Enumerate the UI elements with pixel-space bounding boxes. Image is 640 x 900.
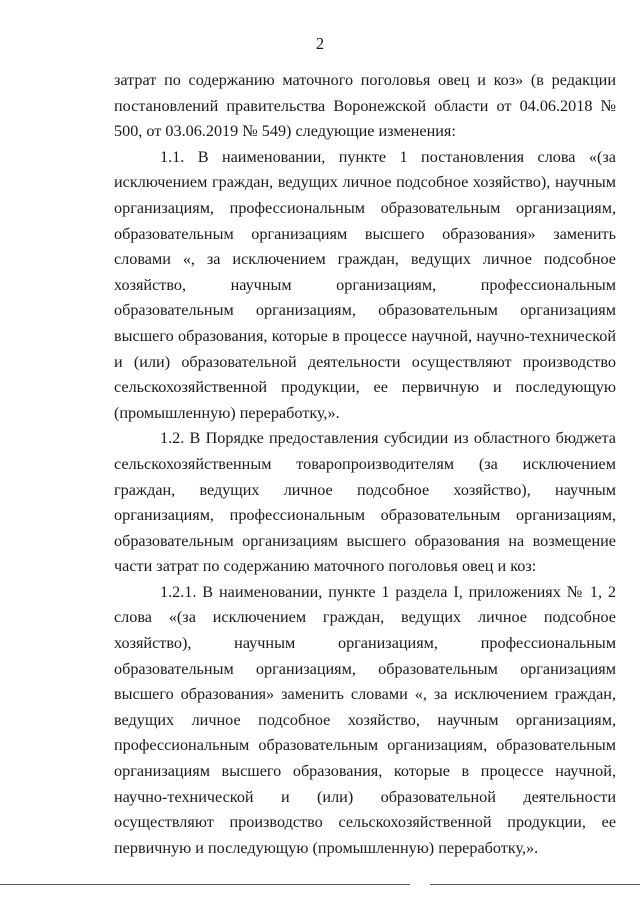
paragraph-1-2: 1.2. В Порядке предоставления субсидии из областного бюджета сельскохозяйственным товаропроизводителям (за исключением граждан, ведущих личное подсобное хозяйство), научным организациям, профессиональным образовательным организациям, образовательным организациям высшего образования на возмещение части затрат по содержанию маточного поголовья овец и коз: bbox=[114, 429, 616, 576]
paragraph-continuation: затрат по содержанию маточного поголовья овец и коз» (в редакции постановлений правительства Воронежской области от 04.06.2018 № 500, от 03.06.2019 № 549) следующие изменения: bbox=[114, 71, 616, 141]
footer-divider-gap bbox=[410, 883, 430, 886]
page-number: 2 bbox=[315, 34, 325, 53]
document-body bbox=[114, 68, 616, 861]
footer-divider bbox=[0, 884, 640, 885]
paragraph-1-2-1: 1.2.1. В наименовании, пункте 1 раздела I, приложениях № 1, 2 слова «(за исключением граждан, ведущих личное подсобное хозяйство), научным организациям, профессиональным образовательным организациям, образовательным организациям высшего образования» заменить словами «, за исключением граждан, ведущих личное подсобное хозяйство, научным организациям, профессиональным образовательным организациям, образовательным организациям высшего образования, которые в процессе научной, научно-технической и (или) образовательной деятельности осуществляют производство сельскохозяйственной продукции, ее первичную и последующую (промышленную) переработку,». bbox=[114, 582, 616, 857]
paragraph-1-1: 1.1. В наименовании, пункте 1 постановления слова «(за исключением граждан, ведущих личное подсобное хозяйство), научным организациям, профессиональным образовательным организациям, образовательным организациям высшего образования» заменить словами «, за исключением граждан, ведущих личное подсобное хозяйство, научным организациям, профессиональным образовательным организациям, образовательным организациям высшего образования, которые в процессе научной, научно-технической и (или) образовательной деятельности осуществляют производство сельскохозяйственной продукции, ее первичную и последующую (промышленную) переработку,». bbox=[114, 147, 616, 422]
